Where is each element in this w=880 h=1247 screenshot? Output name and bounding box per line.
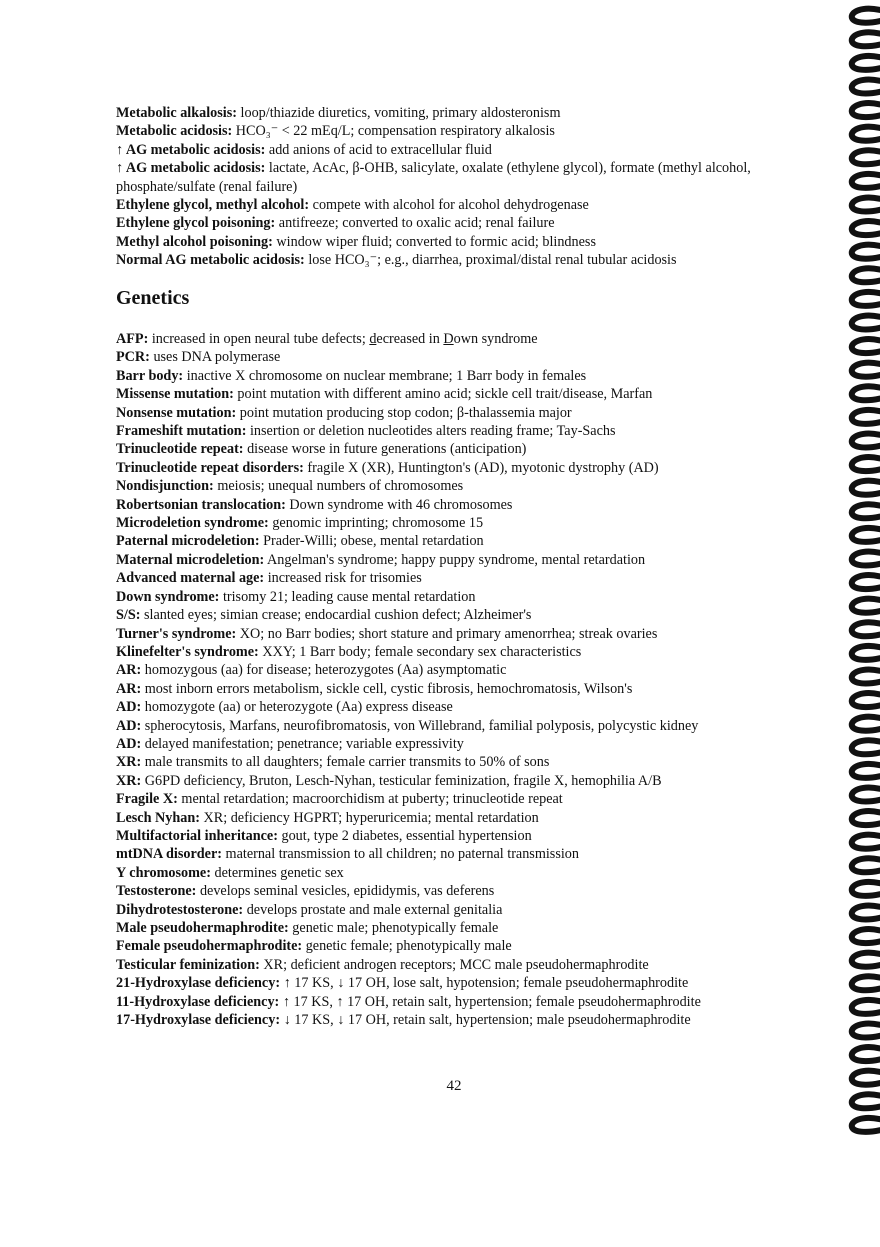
entry-term: Testicular feminization: bbox=[116, 956, 260, 973]
coil-loop bbox=[852, 528, 880, 542]
underlined-letter: d bbox=[369, 331, 377, 347]
coil-loop bbox=[852, 552, 880, 566]
entry-def: homozygote (aa) or heterozygote (Aa) express disease bbox=[144, 699, 453, 716]
entry-def: develops prostate and male external genitalia bbox=[246, 901, 503, 918]
coil-loop bbox=[852, 363, 880, 377]
coil-loop bbox=[852, 457, 880, 471]
coil-loop bbox=[852, 1094, 880, 1108]
entry-def: add anions of acid to extracellular fluid bbox=[268, 141, 492, 158]
entry-term: ↑ AG metabolic acidosis: bbox=[116, 160, 266, 177]
coil-loop bbox=[852, 410, 880, 424]
coil-loop bbox=[852, 1000, 880, 1014]
entry-term: 11-Hydroxylase deficiency: bbox=[116, 993, 280, 1010]
entry-term: Trinucleotide repeat disorders: bbox=[116, 459, 304, 476]
coil-loop bbox=[852, 599, 880, 613]
entry-line bbox=[116, 753, 796, 771]
entry-term: Advanced maternal age: bbox=[116, 570, 265, 587]
entry-def: own syndrome bbox=[453, 331, 538, 347]
coil-loop bbox=[852, 9, 880, 23]
entry-term: Barr body: bbox=[116, 367, 184, 384]
genetics-entry-list bbox=[116, 348, 796, 1029]
coil-loop bbox=[852, 292, 880, 306]
coil-loop bbox=[852, 268, 880, 282]
coil-loop bbox=[852, 80, 880, 94]
coil-loop bbox=[852, 198, 880, 212]
entry-line bbox=[116, 901, 796, 919]
entry-def: ↑ 17 KS, ↓ 17 OH, lose salt, hypotension; female pseudohermaphrodite bbox=[283, 975, 689, 992]
coil-loop bbox=[852, 976, 880, 990]
entry-line bbox=[116, 937, 796, 955]
entry-term: XR: bbox=[116, 754, 142, 771]
coil-loop bbox=[852, 481, 880, 495]
entry-def: compete with alcohol for alcohol dehydrogenase bbox=[312, 197, 589, 214]
entry-term: AFP: bbox=[116, 331, 149, 347]
entry-term: Ethylene glycol, methyl alcohol: bbox=[116, 197, 310, 214]
coil-loop bbox=[852, 646, 880, 660]
coil-loop bbox=[852, 174, 880, 188]
entry-term: Multifactorial inheritance: bbox=[116, 827, 278, 844]
entry-line bbox=[116, 790, 796, 808]
acid-base-section bbox=[116, 104, 796, 270]
entry-def: trisomy 21; leading cause mental retardation bbox=[222, 588, 476, 605]
entry-line bbox=[116, 606, 796, 624]
entry-def: lactate, AcAc, β-OHB, salicylate, oxalate (ethylene glycol), formate (methyl alcohol, phosphate/sulfate (renal failure) bbox=[116, 160, 751, 195]
entry-def: increased risk for trisomies bbox=[267, 570, 422, 587]
entry-term: 17-Hydroxylase deficiency: bbox=[116, 1012, 281, 1029]
coil-loop bbox=[852, 1047, 880, 1061]
entry-def: G6PD deficiency, Bruton, Lesch-Nyhan, testicular feminization, fragile X, hemophilia A/B bbox=[144, 772, 662, 789]
entry-line bbox=[116, 551, 796, 569]
entry-term: 21-Hydroxylase deficiency: bbox=[116, 975, 281, 992]
coil-loop bbox=[852, 575, 880, 589]
entry-def: inactive X chromosome on nuclear membrane; 1 Barr body in females bbox=[186, 367, 587, 384]
entry-term: Paternal microdeletion: bbox=[116, 533, 260, 550]
coil-loop bbox=[852, 929, 880, 943]
coil-loop bbox=[852, 150, 880, 164]
entry-line-afp bbox=[116, 330, 796, 348]
entry-line bbox=[116, 422, 796, 440]
coil-loop bbox=[852, 386, 880, 400]
entry-line bbox=[116, 104, 796, 122]
entry-term: Turner's syndrome: bbox=[116, 625, 237, 642]
spiral-binding bbox=[842, 0, 880, 1247]
entry-def: XO; no Barr bodies; short stature and primary amenorrhea; streak ovaries bbox=[239, 625, 658, 642]
entry-def: antifreeze; converted to oxalic acid; renal failure bbox=[278, 215, 555, 232]
entry-def: ↓ 17 KS, ↓ 17 OH, retain salt, hypertension; male pseudohermaphrodite bbox=[283, 1012, 691, 1029]
entry-line bbox=[116, 348, 796, 366]
entry-term: PCR: bbox=[116, 349, 150, 366]
coil-loop bbox=[852, 221, 880, 235]
entry-term: Ethylene glycol poisoning: bbox=[116, 215, 276, 232]
coil-loop bbox=[852, 316, 880, 330]
entry-line bbox=[116, 1011, 796, 1029]
coil-loop bbox=[852, 693, 880, 707]
entry-term: Metabolic alkalosis: bbox=[116, 105, 237, 121]
entry-def: gout, type 2 diabetes, essential hypertension bbox=[281, 827, 532, 844]
entry-def: Down syndrome with 46 chromosomes bbox=[289, 496, 513, 513]
entry-def: XXY; 1 Barr body; female secondary sex characteristics bbox=[262, 643, 582, 660]
coil-loop bbox=[852, 1071, 880, 1085]
entry-line bbox=[116, 772, 796, 790]
entry-term: Female pseudohermaphrodite: bbox=[116, 938, 303, 955]
coil-loop bbox=[852, 339, 880, 353]
entry-term: Lesch Nyhan: bbox=[116, 809, 200, 826]
genetics-section bbox=[116, 330, 796, 1029]
coil-loop bbox=[852, 740, 880, 754]
entry-def: insertion or deletion nucleotides alters reading frame; Tay-Sachs bbox=[249, 423, 616, 440]
entry-term: AD: bbox=[116, 717, 142, 734]
entry-line bbox=[116, 385, 796, 403]
coil-loop bbox=[852, 1118, 880, 1132]
entry-def: delayed manifestation; penetrance; variable expressivity bbox=[144, 735, 464, 752]
entry-def: mental retardation; macroorchidism at puberty; trinucleotide repeat bbox=[181, 791, 563, 808]
entry-line bbox=[116, 141, 796, 159]
entry-def: XR; deficiency HGPRT; hyperuricemia; mental retardation bbox=[203, 809, 539, 826]
entry-term: mtDNA disorder: bbox=[116, 846, 222, 863]
entry-def: fragile X (XR), Huntington's (AD), myotonic dystrophy (AD) bbox=[307, 459, 659, 476]
entry-term: AD: bbox=[116, 735, 142, 752]
coil-loop bbox=[852, 245, 880, 259]
entry-term: AR: bbox=[116, 680, 142, 697]
entry-term: Metabolic acidosis: bbox=[116, 123, 233, 140]
entry-term: Robertsonian translocation: bbox=[116, 496, 286, 513]
coil-loop bbox=[852, 434, 880, 448]
entry-def: increased in open neural tube defects; bbox=[151, 331, 370, 347]
entry-line bbox=[116, 993, 796, 1011]
entry-def: Angelman's syndrome; happy puppy syndrome, mental retardation bbox=[267, 551, 646, 568]
coil-loop bbox=[852, 622, 880, 636]
entry-term: XR: bbox=[116, 772, 142, 789]
entry-line bbox=[116, 569, 796, 587]
entry-def: develops seminal vesicles, epididymis, vas deferens bbox=[199, 883, 495, 900]
entry-def: ↑ 17 KS, ↑ 17 OH, retain salt, hypertension; female pseudohermaphrodite bbox=[282, 993, 701, 1010]
entry-term: S/S: bbox=[116, 607, 141, 624]
coil-loop bbox=[852, 670, 880, 684]
entry-term: Trinucleotide repeat: bbox=[116, 441, 244, 458]
underlined-letter: D bbox=[443, 331, 454, 347]
entry-line bbox=[116, 680, 796, 698]
entry-line bbox=[116, 827, 796, 845]
entry-line bbox=[116, 233, 796, 251]
entry-def: meiosis; unequal numbers of chromosomes bbox=[217, 478, 464, 495]
entry-line bbox=[116, 643, 796, 661]
entry-term: Fragile X: bbox=[116, 791, 178, 808]
entry-line bbox=[116, 440, 796, 458]
entry-line bbox=[116, 956, 796, 974]
entry-line bbox=[116, 698, 796, 716]
entry-term: Klinefelter's syndrome: bbox=[116, 643, 259, 660]
coil-loop bbox=[852, 56, 880, 70]
entry-line bbox=[116, 588, 796, 606]
coil-loop bbox=[852, 882, 880, 896]
entry-term: Male pseudohermaphrodite: bbox=[116, 920, 289, 936]
entry-def: Prader-Willi; obese, mental retardation bbox=[263, 533, 484, 550]
coil-loop bbox=[852, 953, 880, 967]
entry-term: Microdeletion syndrome: bbox=[116, 515, 269, 532]
page-number: 42 bbox=[446, 1078, 462, 1094]
entry-term: Frameshift mutation: bbox=[116, 423, 247, 440]
entry-term: Maternal microdeletion: bbox=[116, 551, 265, 568]
entry-term: Methyl alcohol poisoning: bbox=[116, 233, 273, 250]
entry-def: uses DNA polymerase bbox=[153, 349, 281, 366]
entry-term: Nondisjunction: bbox=[116, 478, 214, 495]
coil-loop bbox=[852, 835, 880, 849]
entry-line bbox=[116, 864, 796, 882]
entry-line bbox=[116, 496, 796, 514]
entry-def: loop/thiazide diuretics, vomiting, primary aldosteronism bbox=[240, 105, 561, 121]
coil-loop bbox=[852, 717, 880, 731]
entry-def: most inborn errors metabolism, sickle cell, cystic fibrosis, hemochromatosis, Wilson's bbox=[144, 680, 633, 697]
entry-def: XR; deficient androgen receptors; MCC male pseudohermaphrodite bbox=[263, 956, 649, 973]
entry-line bbox=[116, 625, 796, 643]
entry-line bbox=[116, 251, 796, 269]
entry-term: Testosterone: bbox=[116, 883, 197, 900]
entry-line bbox=[116, 159, 796, 196]
entry-term: Nonsense mutation: bbox=[116, 404, 237, 421]
coil-loop bbox=[852, 127, 880, 141]
entry-term: Down syndrome: bbox=[116, 588, 220, 605]
coil-loop bbox=[852, 788, 880, 802]
coil-loop bbox=[852, 858, 880, 872]
coil-loop bbox=[852, 764, 880, 778]
entry-def: slanted eyes; simian crease; endocardial cushion defect; Alzheimer's bbox=[144, 607, 532, 624]
entry-def: disease worse in future generations (anticipation) bbox=[247, 441, 527, 458]
entry-line bbox=[116, 514, 796, 532]
entry-def: lose HCO₃⁻; e.g., diarrhea, proximal/distal renal tubular acidosis bbox=[308, 252, 677, 269]
coil-loop bbox=[852, 811, 880, 825]
entry-def: genomic imprinting; chromosome 15 bbox=[272, 515, 484, 532]
coil-loop bbox=[852, 1024, 880, 1038]
entry-term: Normal AG metabolic acidosis: bbox=[116, 252, 305, 269]
coil-loop bbox=[852, 32, 880, 46]
entry-line bbox=[116, 477, 796, 495]
entry-line bbox=[116, 122, 796, 140]
entry-term: Missense mutation: bbox=[116, 386, 234, 403]
entry-def: male transmits to all daughters; female carrier transmits to 50% of sons bbox=[144, 754, 550, 771]
coil-loop bbox=[852, 103, 880, 117]
entry-term: Dihydrotestosterone: bbox=[116, 901, 244, 918]
entry-def: genetic male; phenotypically female bbox=[292, 920, 499, 936]
entry-term: AD: bbox=[116, 699, 142, 716]
entry-line bbox=[116, 367, 796, 385]
section-heading-genetics: Genetics bbox=[116, 287, 190, 309]
entry-line bbox=[116, 214, 796, 232]
entry-line bbox=[116, 404, 796, 422]
entry-def: point mutation with different amino acid; sickle cell trait/disease, Marfan bbox=[237, 386, 653, 403]
entry-term: Y chromosome: bbox=[116, 864, 211, 881]
entry-term: AR: bbox=[116, 662, 142, 679]
entry-line bbox=[116, 845, 796, 863]
coil-loop bbox=[852, 504, 880, 518]
entry-line bbox=[116, 882, 796, 900]
entry-def: window wiper fluid; converted to formic acid; blindness bbox=[276, 233, 596, 250]
entry-term: ↑ AG metabolic acidosis: bbox=[116, 141, 266, 158]
entry-def: ecreased in bbox=[376, 331, 444, 347]
entry-line bbox=[116, 459, 796, 477]
coil-loop bbox=[852, 906, 880, 920]
entry-def: point mutation producing stop codon; β-thalassemia major bbox=[239, 404, 572, 421]
entry-line bbox=[116, 919, 796, 937]
entry-def: HCO₃⁻ < 22 mEq/L; compensation respiratory alkalosis bbox=[235, 123, 555, 140]
entry-def: spherocytosis, Marfans, neurofibromatosis, von Willebrand, familial polyposis, polycystic kidney bbox=[144, 717, 699, 734]
entry-line bbox=[116, 532, 796, 550]
entry-line bbox=[116, 735, 796, 753]
entry-line bbox=[116, 974, 796, 992]
entry-line bbox=[116, 196, 796, 214]
entry-def: genetic female; phenotypically male bbox=[305, 938, 512, 955]
entry-line bbox=[116, 717, 796, 735]
entry-line bbox=[116, 809, 796, 827]
entry-def: homozygous (aa) for disease; heterozygotes (Aa) asymptomatic bbox=[144, 662, 507, 679]
entry-def: determines genetic sex bbox=[214, 864, 344, 881]
entry-def: maternal transmission to all children; no paternal transmission bbox=[225, 846, 579, 863]
entry-line bbox=[116, 661, 796, 679]
